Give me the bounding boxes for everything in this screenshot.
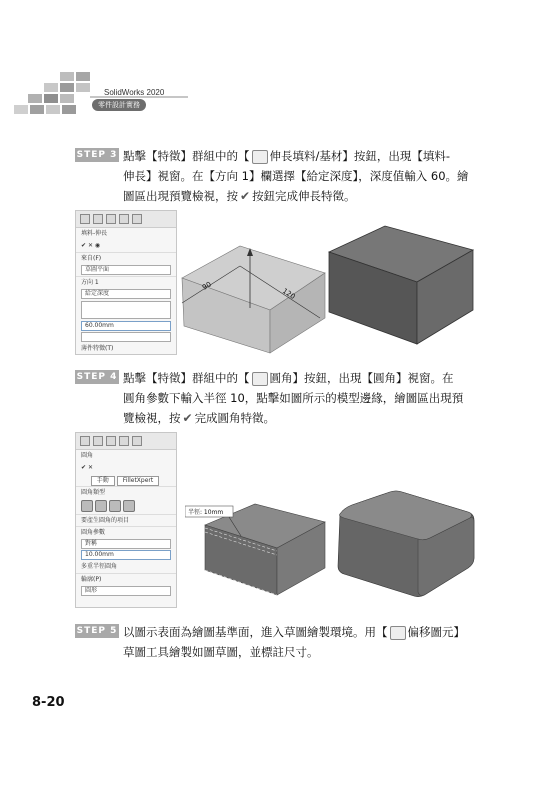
fillet-method-select[interactable]: 對稱 — [81, 539, 171, 549]
mode-toggle — [76, 474, 176, 486]
from-section-label: 來自(F) — [76, 252, 176, 264]
preview-eye-icon[interactable]: ◉ — [94, 242, 101, 249]
fillet-params-label: 圓角參數 — [76, 526, 176, 538]
step-3 — [75, 146, 515, 208]
ok-cancel-row — [76, 462, 176, 474]
property-manager-tab-icon[interactable] — [93, 214, 103, 224]
step-text-part: 按鈕完成伸長特徵。 — [252, 189, 356, 203]
step-4 — [75, 368, 515, 430]
step-text-line: 草圖工具繪製如圖草圖，並標註尺寸。 — [123, 645, 319, 659]
step-text-line: 圓角參數下輸入半徑 10，點擊如圖所示的模型邊緣，繪圖區出現預 — [123, 391, 464, 405]
dimxpert-tab-icon[interactable] — [119, 436, 129, 446]
fillet-type-label: 圓角類型 — [76, 486, 176, 498]
panel-title: 填料-伸長 — [81, 230, 108, 237]
step-text-part: 圖區出現預覽檢視，按 — [123, 189, 238, 203]
step-5 — [75, 622, 515, 666]
offset-entities-icon — [390, 626, 406, 640]
manual-tab[interactable]: 手動 — [91, 476, 115, 486]
step-text-part: 伸長填料/基材】按鈕，出現【填料- — [269, 149, 451, 163]
feature-manager-tab-icon[interactable] — [80, 214, 90, 224]
draft-input[interactable] — [81, 332, 171, 342]
book-subtitle: 零件設計實務 — [92, 99, 146, 111]
step-text-part: 點擊【特徵】群組中的【 — [123, 371, 250, 385]
step-text-part: 圓角】按鈕，出現【圓角】視窗。在 — [269, 371, 454, 385]
variable-radius-icon[interactable] — [95, 500, 107, 512]
profile-label: 輪廓(P) — [76, 573, 176, 585]
face-fillet-icon[interactable] — [109, 500, 121, 512]
config-manager-tab-icon[interactable] — [106, 214, 116, 224]
thin-feature-checkbox[interactable]: 薄件特徵(T) — [81, 345, 114, 352]
fillet-preview-viewport — [185, 470, 330, 600]
step-badge: STEP 3 — [76, 150, 118, 160]
filletxpert-tab[interactable]: FilletXpert — [117, 476, 160, 486]
step-text — [123, 368, 515, 428]
panel-title: 圓角 — [81, 452, 94, 459]
extrude-property-panel — [75, 210, 177, 355]
step-badge: STEP 4 — [76, 372, 118, 382]
display-manager-tab-icon[interactable] — [132, 436, 142, 446]
cancel-x-icon[interactable]: ✕ — [87, 242, 93, 249]
dim-label-b: 120 — [280, 286, 297, 301]
config-manager-tab-icon[interactable] — [106, 436, 116, 446]
cancel-x-icon[interactable]: ✕ — [87, 464, 93, 471]
dim-label-a: 90 — [201, 280, 213, 292]
items-to-fillet-label: 要產生圓角的項目 — [76, 514, 176, 526]
from-select[interactable]: 草圖平面 — [81, 265, 171, 275]
step-text-line: 伸長】視窗。在【方向 1】欄選擇【給定深度】，深度值輸入 60。繪 — [123, 169, 469, 183]
direction-section-label: 方向 1 — [76, 276, 176, 288]
ok-check-icon: ✔ — [240, 189, 251, 203]
radius-input[interactable]: 10.00mm — [81, 550, 171, 560]
fillet-type-options — [76, 498, 176, 514]
extrude-result-viewport — [325, 222, 475, 352]
fillet-property-panel — [75, 432, 177, 608]
step-badge: STEP 5 — [76, 626, 118, 636]
ok-check-icon: ✔ — [182, 411, 193, 425]
direction-selection-box[interactable] — [81, 301, 171, 319]
step-text — [123, 146, 515, 206]
profile-select[interactable]: 圓形 — [81, 586, 171, 596]
property-manager-tab-icon[interactable] — [93, 436, 103, 446]
display-manager-tab-icon[interactable] — [132, 214, 142, 224]
constant-radius-icon[interactable] — [81, 500, 93, 512]
preview-box — [182, 246, 325, 353]
radius-callout-label: 半徑: 10mm — [188, 509, 224, 516]
end-condition-select[interactable]: 給定深度 — [81, 289, 171, 299]
dimxpert-tab-icon[interactable] — [119, 214, 129, 224]
feature-manager-tab-icon[interactable] — [80, 436, 90, 446]
panel-tabs — [76, 211, 176, 228]
panel-tabs — [76, 433, 176, 450]
step-text-part: 點擊【特徵】群組中的【 — [123, 149, 250, 163]
book-logo — [0, 70, 190, 118]
multi-radius-checkbox[interactable]: 多重半徑圓角 — [81, 563, 118, 570]
extrude-preview-viewport — [180, 218, 330, 358]
ok-cancel-row — [76, 240, 176, 252]
ok-check-icon[interactable]: ✔ — [81, 464, 87, 471]
step-text — [123, 622, 515, 662]
step-text-part: 以圖示表面為繪圖基準面，進入草圖繪製環境。用【 — [123, 625, 388, 639]
ok-check-icon[interactable]: ✔ — [81, 242, 87, 249]
fillet-icon — [252, 372, 268, 386]
full-round-icon[interactable] — [123, 500, 135, 512]
step-text-part: 偏移圖元】 — [407, 625, 465, 639]
depth-input[interactable]: 60.00mm — [81, 321, 171, 331]
extrude-boss-icon — [252, 150, 268, 164]
page-number: 8-20 — [32, 695, 65, 710]
book-title: SolidWorks 2020 — [104, 88, 165, 97]
step-text-part: 完成圓角特徵。 — [194, 411, 276, 425]
fillet-result-viewport — [330, 488, 476, 600]
step-text-part: 覽檢視，按 — [123, 411, 181, 425]
